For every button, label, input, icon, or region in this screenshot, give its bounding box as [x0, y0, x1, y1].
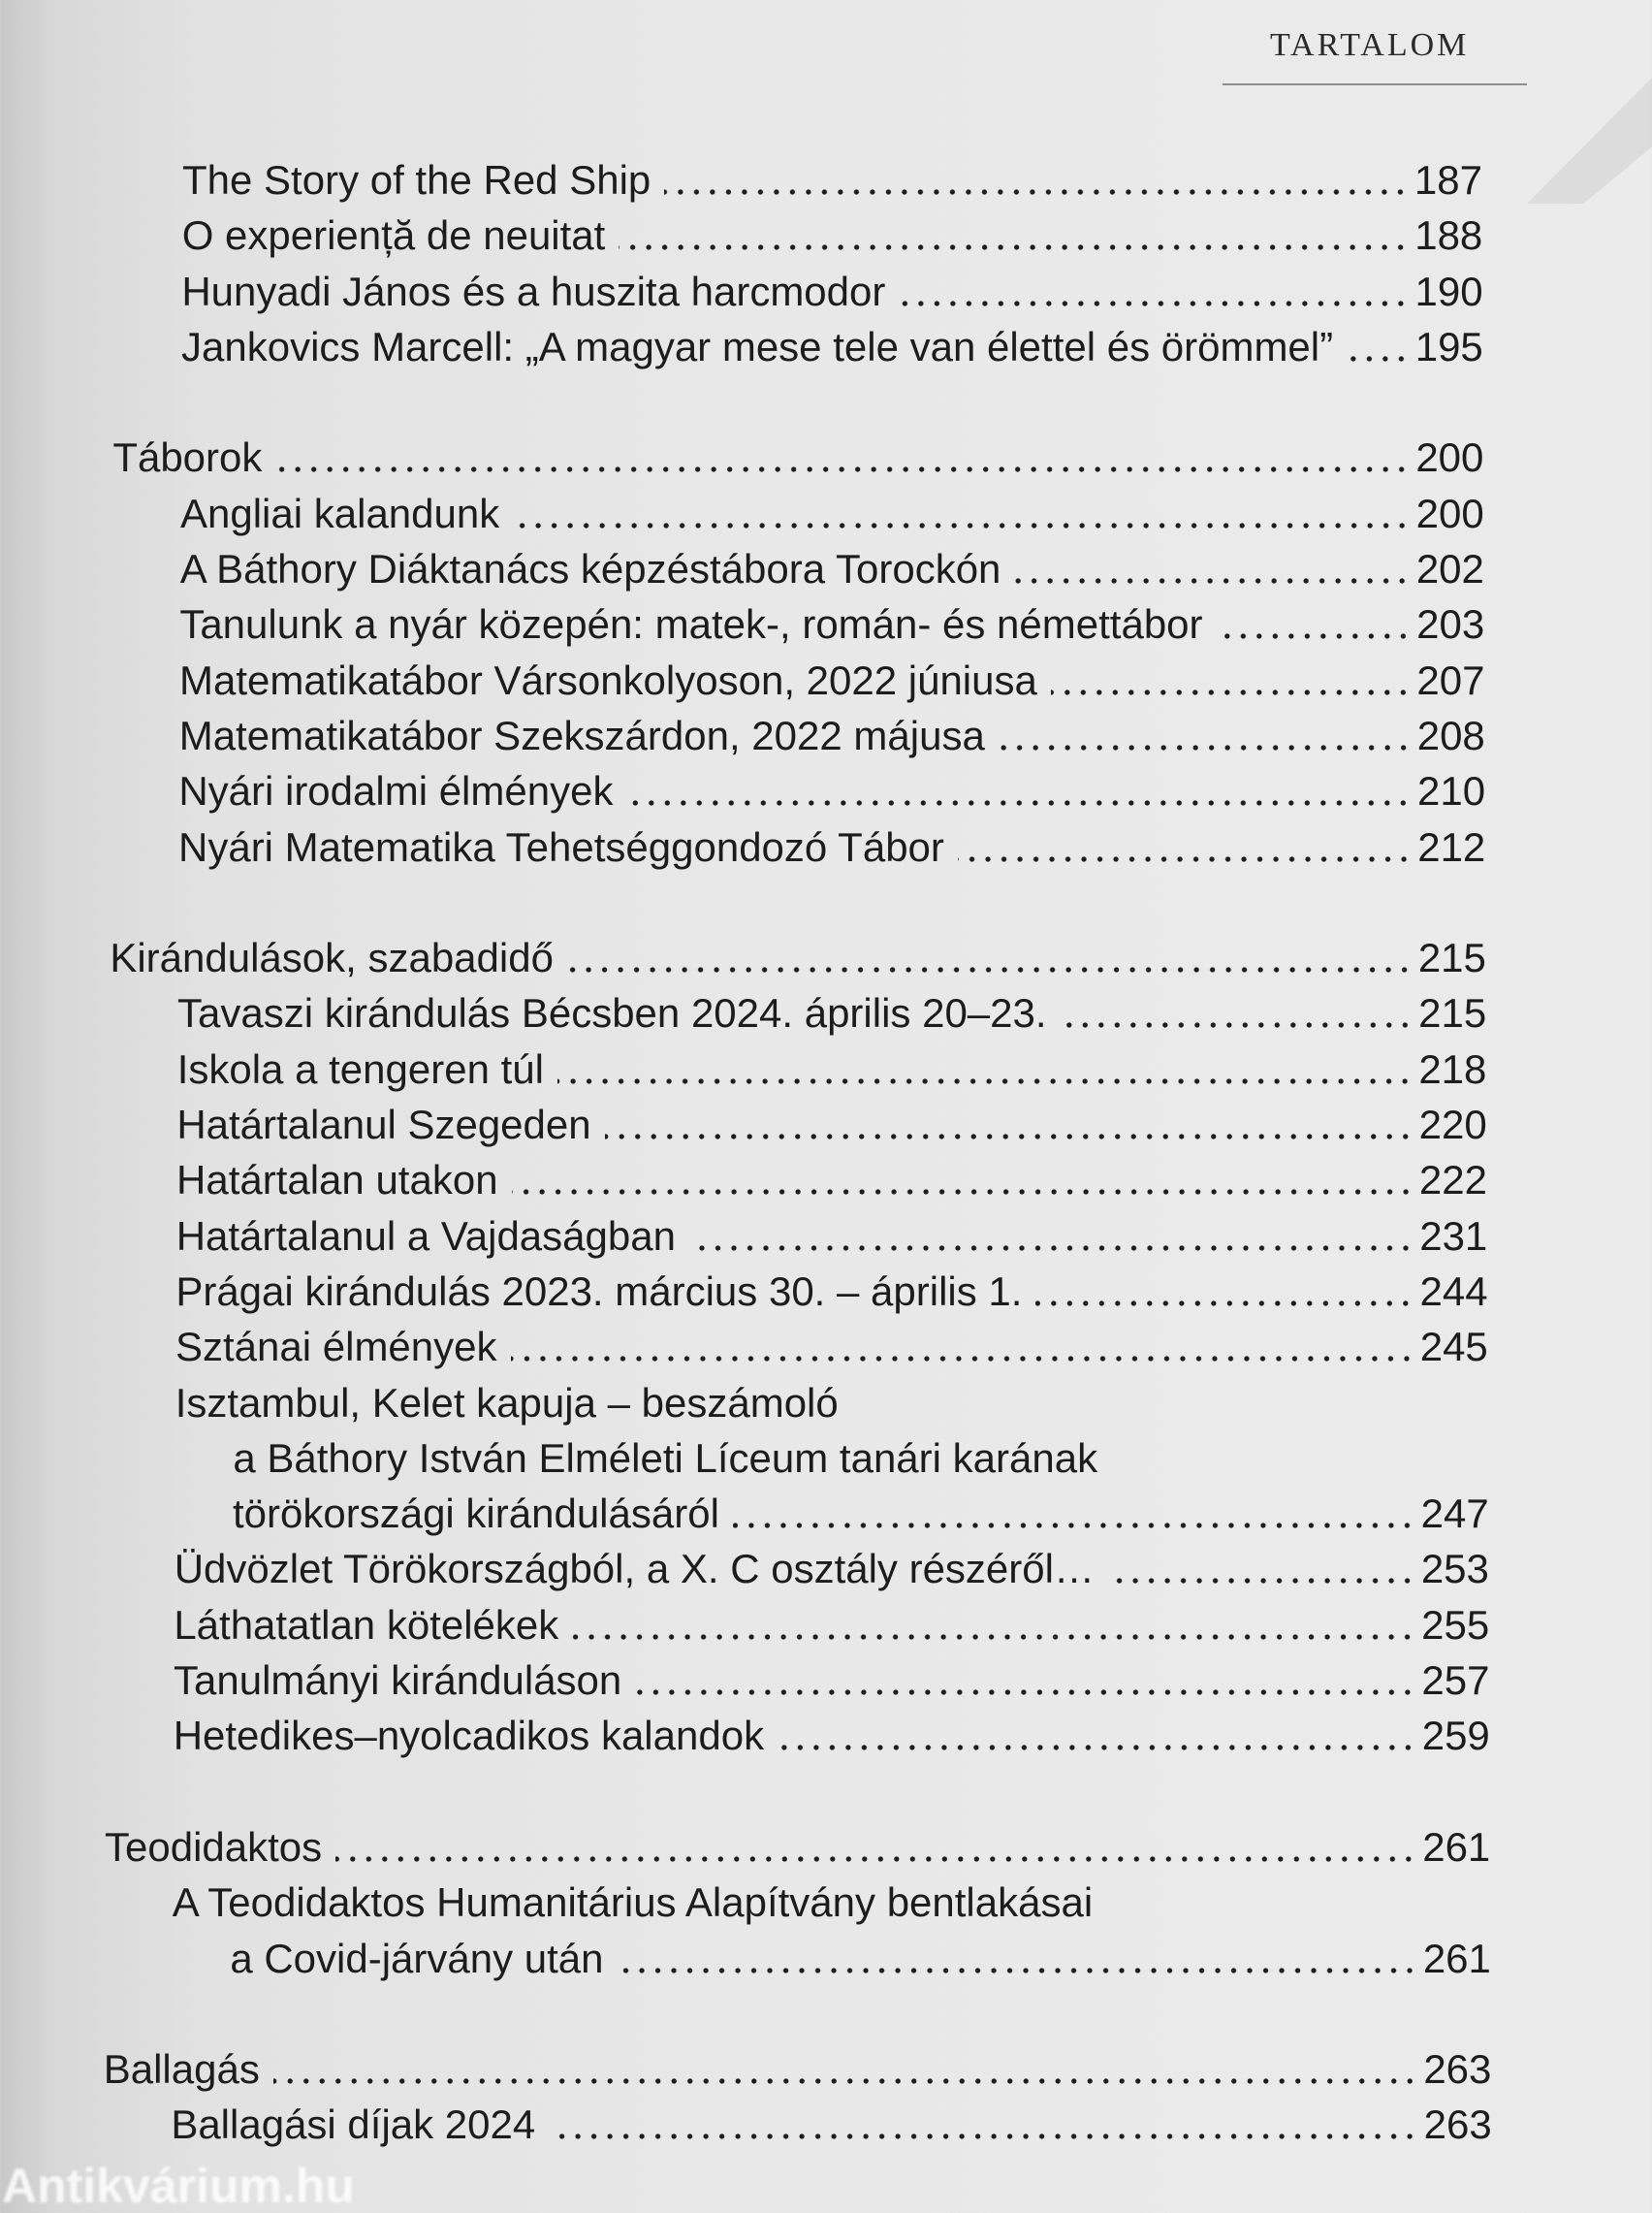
toc-entry-page: 253	[1420, 1546, 1489, 1592]
section-spacer	[0, 1986, 1482, 2041]
section-spacer	[0, 374, 1482, 430]
leader-dots	[1347, 319, 1410, 374]
toc-entry-page: 244	[1419, 1267, 1488, 1314]
toc-entry-continuation-text: a Covid-járvány után	[230, 1935, 604, 1981]
toc-entry-page: 245	[1419, 1324, 1488, 1370]
table-of-contents	[0, 152, 1492, 2153]
leader-dots	[1035, 1264, 1414, 1319]
toc-entry	[0, 653, 1485, 708]
toc-entry	[0, 264, 1483, 319]
section-spacer	[0, 1764, 1482, 1819]
toc-entry	[0, 985, 1486, 1041]
toc-entry-page: 190	[1414, 268, 1483, 314]
toc-entry-title: Prágai kirándulás 2023. március 30. – április 1.	[175, 1267, 1023, 1314]
toc-entry-title: Angliai kalandunk	[180, 490, 500, 536]
watermark: Antikvárium.hu	[2, 2159, 355, 2213]
leader-dots	[664, 152, 1409, 208]
toc-entry-title: Láthatatlan kötelékek	[174, 1601, 559, 1648]
toc-entry-page: 200	[1415, 490, 1484, 536]
toc-entry	[0, 1597, 1489, 1652]
toc-entry-page: 222	[1418, 1157, 1487, 1203]
leader-dots	[626, 763, 1412, 818]
toc-entry-title: Határtalanul a Vajdaságban	[175, 1212, 676, 1259]
toc-section-heading	[0, 930, 1486, 985]
toc-entry	[0, 1152, 1487, 1207]
toc-entry-page: 257	[1421, 1657, 1490, 1704]
toc-entry-title: O experiență de neuitat	[181, 212, 606, 259]
leader-dots	[275, 430, 1410, 485]
toc-entry	[0, 1652, 1490, 1708]
toc-entry	[0, 541, 1484, 596]
toc-entry	[0, 708, 1485, 763]
toc-entry-page: 259	[1421, 1713, 1490, 1759]
leader-dots	[899, 264, 1409, 319]
toc-entry	[0, 1264, 1488, 1319]
toc-entry-title: Ballagási díjak 2024	[171, 2101, 536, 2148]
toc-section-page: 263	[1423, 2046, 1492, 2093]
leader-dots	[572, 1597, 1415, 1652]
toc-entry-title: Üdvözlet Törökországból, a X. C osztály részéről…	[174, 1546, 1095, 1592]
toc-entry-title: Matematikatábor Szekszárdon, 2022 májusa	[178, 712, 985, 758]
toc-entry-title: Határtalan utakon	[176, 1157, 498, 1203]
toc-entry-title: Tavaszi kirándulás Bécsben 2024. április 20–23.	[177, 990, 1047, 1037]
toc-entry-title: Iskola a tengeren túl	[176, 1045, 544, 1092]
toc-entry	[0, 1541, 1489, 1596]
leader-dots	[549, 2097, 1417, 2152]
page-shadow	[1527, 78, 1652, 204]
leader-dots	[335, 1819, 1416, 1875]
leader-dots	[635, 1652, 1415, 1708]
toc-entry	[0, 1319, 1488, 1374]
toc-entry	[0, 1042, 1486, 1097]
toc-entry-title: Hunyadi János és a huszita harcmodor	[181, 268, 886, 314]
leader-dots	[1051, 653, 1412, 708]
toc-entry-title: Tanulmányi kiránduláson	[174, 1657, 622, 1704]
toc-entry	[0, 1375, 1488, 1430]
toc-entry-page: 218	[1418, 1045, 1487, 1092]
toc-entry-title: Nyári irodalmi élmények	[178, 768, 614, 815]
toc-entry-page: 231	[1419, 1212, 1488, 1259]
toc-entry	[0, 596, 1484, 652]
toc-entry-title: Hetedikes–nyolcadikos kalandok	[173, 1713, 765, 1759]
toc-entry	[0, 486, 1484, 541]
leader-dots	[619, 208, 1409, 263]
toc-entry	[0, 152, 1482, 208]
leader-dots	[567, 930, 1413, 985]
toc-entry-title: Matematikatábor Vársonkolyoson, 2022 júniusa	[179, 657, 1037, 703]
leader-dots	[1014, 541, 1410, 596]
toc-entry	[0, 319, 1483, 374]
toc-entry-page: 208	[1416, 712, 1485, 758]
toc-section-page: 261	[1422, 1823, 1491, 1870]
toc-entry-page: 203	[1416, 601, 1485, 648]
toc-entry-page: 263	[1423, 2101, 1492, 2148]
leader-dots	[999, 708, 1412, 763]
toc-entry-page: 210	[1417, 768, 1486, 815]
toc-entry-title: Tanulunk a nyár közepén: matek-, román- és némettábor	[179, 601, 1203, 648]
leader-dots	[1061, 985, 1414, 1041]
toc-entry-title: Isztambul, Kelet kapuja – beszámoló	[175, 1379, 839, 1426]
toc-entry-page: 247	[1420, 1491, 1489, 1537]
toc-entry-page: 261	[1422, 1935, 1491, 1981]
toc-entry-page: 202	[1415, 546, 1484, 593]
toc-entry-title: A Teodidaktos Humanitárius Alapítvány bentlakásai	[172, 1879, 1094, 1926]
toc-entry-page: 215	[1418, 990, 1487, 1037]
toc-entry-title: Sztánai élmények	[175, 1324, 497, 1370]
toc-entry	[0, 819, 1485, 875]
toc-entry	[0, 1875, 1491, 1930]
toc-entry-title: Jankovics Marcell: „A magyar mese tele van élettel és örömmel”	[181, 323, 1334, 369]
leader-dots	[733, 1486, 1415, 1541]
toc-section-title: Ballagás	[103, 2046, 260, 2093]
leader-dots	[512, 1152, 1414, 1207]
toc-section-title: Táborok	[112, 434, 263, 481]
toc-entry	[0, 763, 1485, 818]
toc-entry-continuation	[0, 1486, 1489, 1541]
leader-dots	[618, 1931, 1417, 1986]
toc-entry-page: 195	[1414, 323, 1483, 369]
toc-entry-title: Nyári Matematika Tehetséggondozó Tábor	[178, 823, 944, 870]
toc-entry	[0, 1208, 1487, 1264]
toc-section-heading	[0, 2041, 1491, 2097]
header-rule	[1223, 83, 1527, 85]
leader-dots	[557, 1042, 1413, 1097]
section-spacer	[0, 875, 1482, 930]
leader-dots	[511, 1319, 1414, 1374]
toc-entry	[0, 208, 1482, 263]
leader-dots	[513, 486, 1410, 541]
toc-section-page: 215	[1417, 935, 1486, 981]
leader-dots	[689, 1208, 1414, 1264]
running-header: TARTALOM	[1270, 27, 1470, 63]
toc-entry-continuation	[0, 1931, 1491, 1986]
toc-entry-page: 212	[1417, 823, 1486, 870]
toc-entry-page: 255	[1421, 1601, 1490, 1648]
toc-section-title: Teodidaktos	[105, 1823, 323, 1870]
leader-dots	[958, 819, 1412, 875]
leader-dots	[605, 1097, 1414, 1152]
toc-section-heading	[0, 430, 1483, 485]
toc-entry	[0, 1097, 1487, 1152]
leader-dots	[273, 2041, 1418, 2097]
toc-section-heading	[0, 1819, 1490, 1875]
toc-section-page: 200	[1415, 434, 1484, 481]
toc-entry-title: A Báthory Diáktanács képzéstábora Torockón	[179, 546, 1001, 593]
toc-entry	[0, 2097, 1492, 2152]
toc-entry-page: 207	[1416, 657, 1485, 703]
leader-dots	[1217, 596, 1412, 652]
toc-entry-title: The Story of the Red Ship	[182, 157, 651, 203]
toc-section-title: Kirándulások, szabadidő	[110, 935, 554, 981]
toc-entry-continuation-text: törökországi kirándulásáról	[233, 1491, 719, 1537]
leader-dots	[1108, 1541, 1415, 1596]
toc-entry-page: 187	[1414, 157, 1482, 203]
leader-dots	[778, 1708, 1416, 1763]
toc-entry	[0, 1708, 1490, 1763]
toc-entry-continuation-text: a Báthory István Elméleti Líceum tanári karának	[233, 1434, 1098, 1481]
toc-entry-title: Határtalanul Szegeden	[176, 1102, 591, 1148]
toc-entry-continuation	[0, 1430, 1488, 1486]
toc-entry-page: 188	[1414, 212, 1483, 259]
toc-entry-page: 220	[1418, 1102, 1487, 1148]
